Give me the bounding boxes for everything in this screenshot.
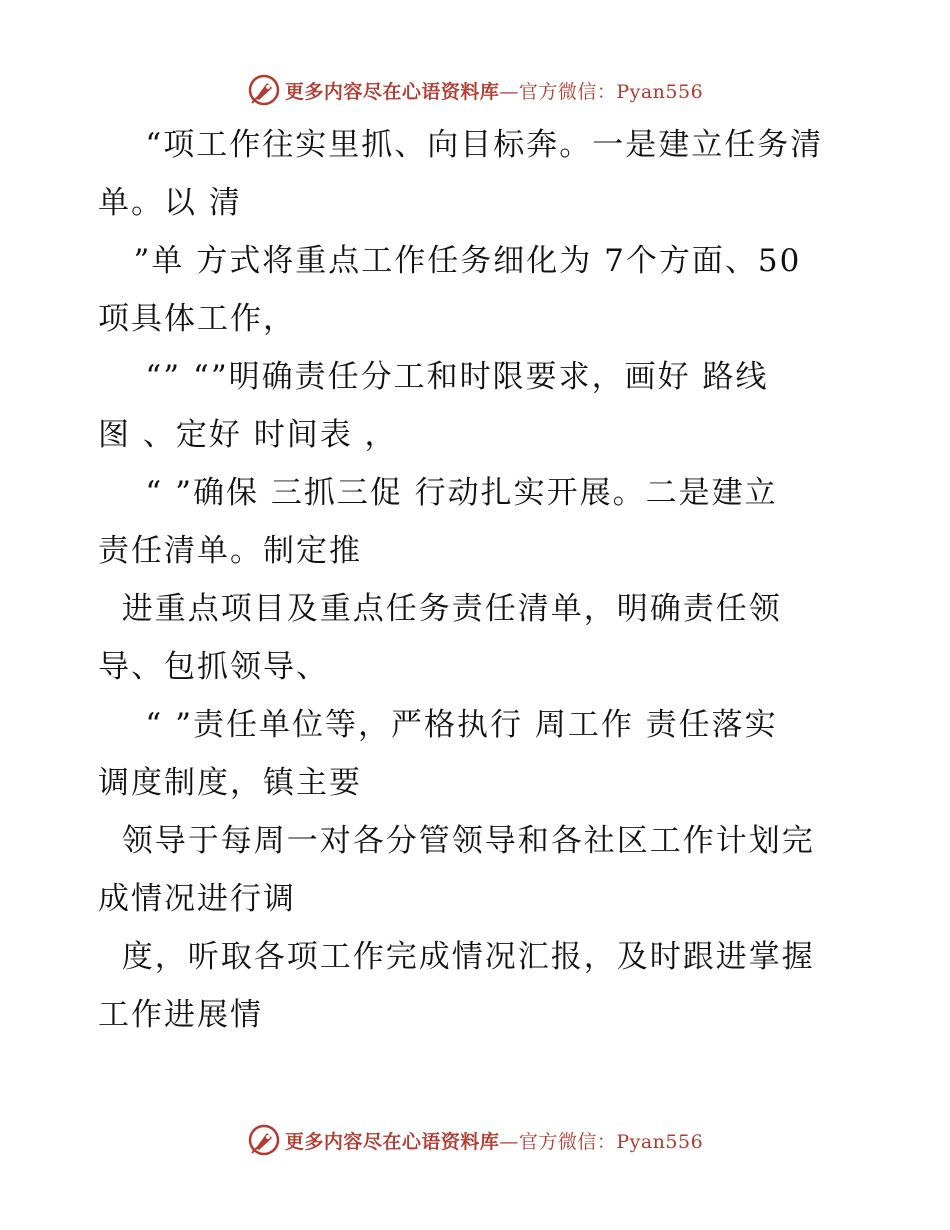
- document-body: [98, 116, 858, 1044]
- document-line: “项工作往实里抓、向目标奔。一是建立任务清: [98, 127, 824, 163]
- document-line: 图 、定好 时间表 ，: [98, 417, 398, 453]
- document-line: “ ”责任单位等，严格执行 周工作 责任落实: [98, 707, 778, 743]
- document-line: “ ”确保 三抓三促 行动扎实开展。二是建立: [98, 475, 778, 511]
- banner-sub-text: —官方微信：Pyan556: [499, 1130, 704, 1153]
- pen-nib-logo-icon: [247, 1123, 281, 1157]
- document-line: 成情况进行调: [98, 881, 296, 917]
- document-line: “” “”明确责任分工和时限要求，画好 路线: [98, 359, 769, 395]
- banner-main-text: 更多内容尽在心语资料库: [284, 1130, 500, 1153]
- header-watermark-banner: [0, 70, 950, 110]
- document-line: ”单 方式将重点工作任务细化为 7个方面、50: [98, 243, 802, 279]
- banner-text: [285, 1127, 703, 1154]
- document-line: 项具体工作，: [98, 301, 296, 337]
- document-line: 工作进展情: [98, 997, 263, 1033]
- document-line: 进重点项目及重点任务责任清单，明确责任领: [98, 591, 782, 627]
- document-line: 调度制度，镇主要: [98, 765, 362, 801]
- pen-nib-logo-icon: [247, 73, 281, 107]
- banner-sub-text: —官方微信：Pyan556: [499, 80, 704, 103]
- banner-text: [285, 77, 703, 104]
- banner-main-text: 更多内容尽在心语资料库: [284, 80, 500, 103]
- document-line: 领导于每周一对各分管领导和各社区工作计划完: [98, 823, 815, 859]
- document-line: 单。以 清: [98, 185, 242, 221]
- document-line: 度，听取各项工作完成情况汇报，及时跟进掌握: [98, 939, 815, 975]
- document-line: 责任清单。制定推: [98, 533, 362, 569]
- footer-watermark-banner: [0, 1120, 950, 1160]
- document-line: 导、包抓领导、: [98, 649, 329, 685]
